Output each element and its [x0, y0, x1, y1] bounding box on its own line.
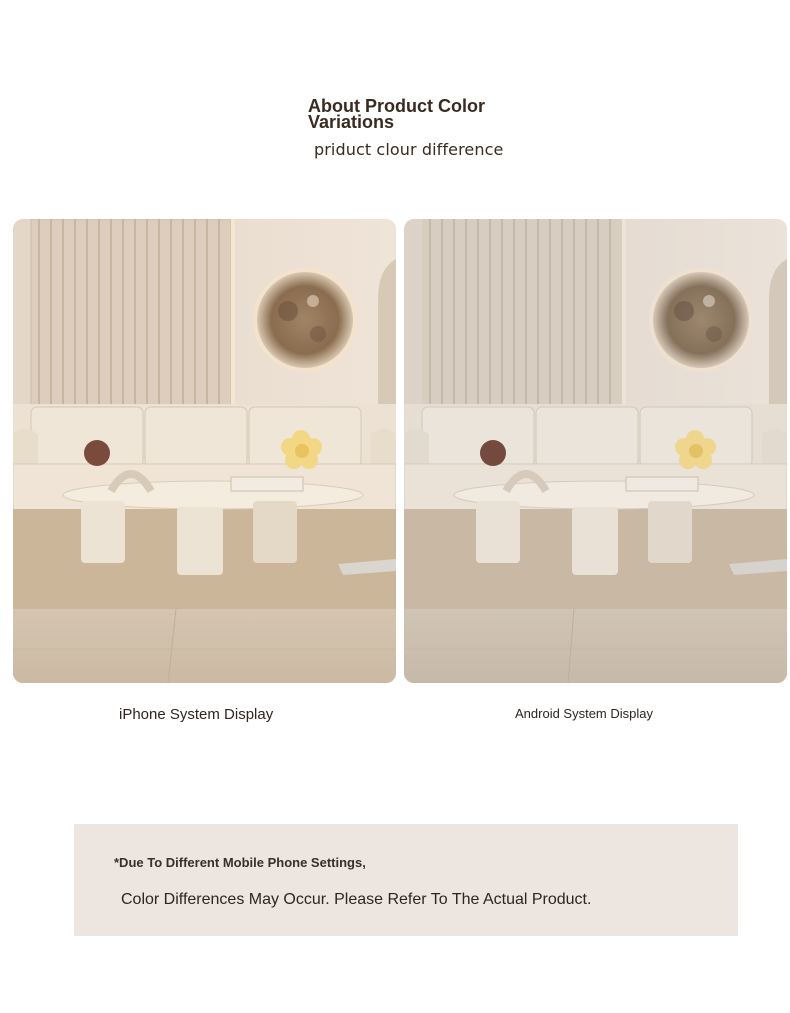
- color-disclaimer-box: [74, 824, 738, 936]
- living-room-photo-icon: [13, 219, 396, 683]
- living-room-photo-icon: [404, 219, 787, 683]
- android-caption: Android System Display: [515, 706, 653, 721]
- iphone-display-photo: [13, 219, 396, 683]
- android-display-photo: [404, 219, 787, 683]
- iphone-caption: iPhone System Display: [119, 706, 274, 723]
- page-title: About Product Color Variations: [308, 96, 485, 132]
- disclaimer-line-2: Color Differences May Occur. Please Refer To The Actual Product.: [121, 891, 592, 908]
- page-subtitle: priduct clour difference: [314, 140, 504, 159]
- disclaimer-line-1: *Due To Different Mobile Phone Settings,: [114, 855, 366, 870]
